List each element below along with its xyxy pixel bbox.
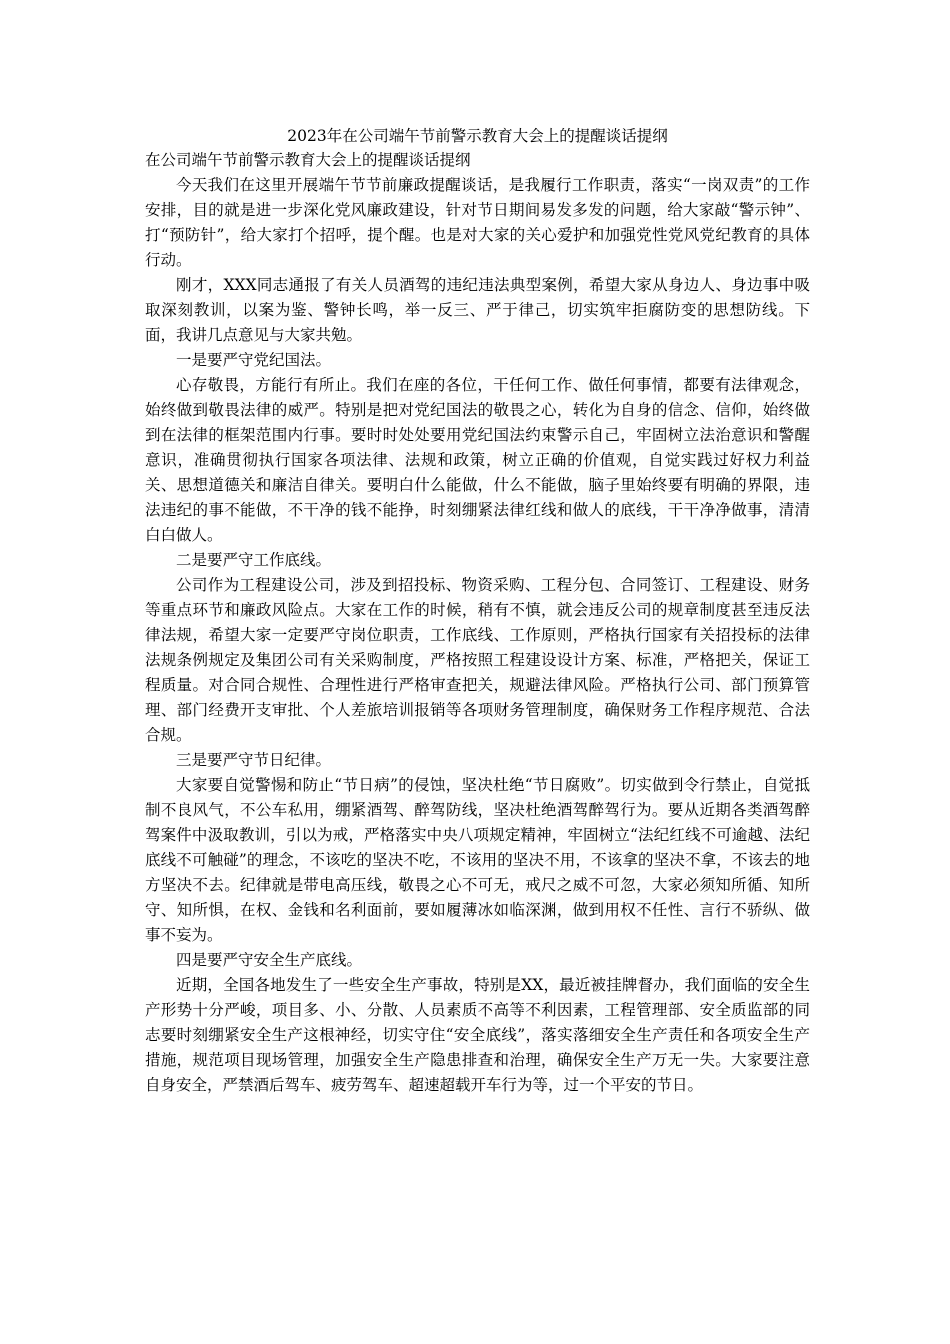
document-page	[145, 124, 810, 1098]
paragraph-point-4: 近期，全国各地发生了一些安全生产事故，特别是XX，最近被挂牌督办，我们面临的安全生产形势十分严峻，项目多、小、分散、人员素质不高等不利因素，工程管理部、安全质监部的同志要时刻绷紧安全生产这根神经，切实守住“安全底线”，落实落细安全生产责任和各项安全生产措施，规范项目现场管理，加强安全生产隐患排查和治理，确保安全生产万无一失。大家要注意自身安全，严禁酒后驾车、疲劳驾车、超速超载开车行为等，过一个平安的节日。	[145, 976, 810, 1094]
heading-point-1: 一是要严守党纪国法。	[176, 351, 332, 369]
document-title: 2023年在公司端午节前警示教育大会上的提醒谈话提纲	[287, 127, 668, 145]
heading-point-4: 四是要严守安全生产底线。	[176, 951, 363, 969]
paragraph-intro: 今天我们在这里开展端午节节前廉政提醒谈话，是我履行工作职责，落实“一岗双责”的工作安排，目的就是进一步深化党风廉政建设，针对节日期间易发多发的问题，给大家敲“警示钟”、打“预防针”，给大家打个招呼，提个醒。也是对大家的关心爱护和加强党性党风党纪教育的具体行动。	[145, 176, 810, 269]
document-subtitle: 在公司端午节前警示教育大会上的提醒谈话提纲	[145, 151, 471, 169]
heading-point-2: 二是要严守工作底线。	[176, 551, 332, 569]
paragraph-point-2: 公司作为工程建设公司，涉及到招投标、物资采购、工程分包、合同签订、工程建设、财务等重点环节和廉政风险点。大家在工作的时候，稍有不慎，就会违反公司的规章制度甚至违反法律法规，希望大家一定要严守岗位职责，工作底线、工作原则，严格执行国家有关招投标的法律法规条例规定及集团公司有关采购制度，严格按照工程建设设计方案、标准，严格把关，保证工程质量。对合同合规性、合理性进行严格审查把关，规避法律风险。严格执行公司、部门预算管理、部门经费开支审批、个人差旅培训报销等各项财务管理制度，确保财务工作程序规范、合法合规。	[145, 576, 810, 744]
paragraph-point-3: 大家要自觉警惕和防止“节日病”的侵蚀，坚决杜绝“节日腐败”。切实做到令行禁止，自觉抵制不良风气，不公车私用，绷紧酒驾、醉驾防线，坚决杜绝酒驾醉驾行为。要从近期各类酒驾醉驾案件中汲取教训，引以为戒，严格落实中央八项规定精神，牢固树立“法纪红线不可逾越、法纪底线不可触碰”的理念，不该吃的坚决不吃，不该用的坚决不用，不该拿的坚决不拿，不该去的地方坚决不去。纪律就是带电高压线，敬畏之心不可无，戒尺之威不可忽，大家必须知所循、知所守、知所惧，在权、金钱和名利面前，要如履薄冰如临深渊，做到用权不任性、言行不骄纵、做事不妄为。	[145, 776, 810, 944]
paragraph-point-1: 心存敬畏，方能行有所止。我们在座的各位，干任何工作、做任何事情，都要有法律观念，始终做到敬畏法律的威严。特别是把对党纪国法的敬畏之心，转化为自身的信念、信仰，始终做到在法律的框架范围内行事。要时时处处要用党纪国法约束警示自己，牢固树立法治意识和警醒意识，准确贯彻执行国家各项法律、法规和政策，树立正确的价值观，自觉实践过好权力利益关、思想道德关和廉洁自律关。要明白什么能做，什么不能做，脑子里始终要有明确的界限，违法违纪的事不能做，不干净的钱不能挣，时刻绷紧法律红线和做人的底线，干干净净做事，清清白白做人。	[145, 376, 810, 544]
paragraph-case-notice: 刚才，XXX同志通报了有关人员酒驾的违纪违法典型案例，希望大家从身边人、身边事中吸取深刻教训，以案为鉴、警钟长鸣，举一反三、严于律己，切实筑牢拒腐防变的思想防线。下面，我讲几点意见与大家共勉。	[145, 276, 810, 344]
heading-point-3: 三是要严守节日纪律。	[176, 751, 332, 769]
